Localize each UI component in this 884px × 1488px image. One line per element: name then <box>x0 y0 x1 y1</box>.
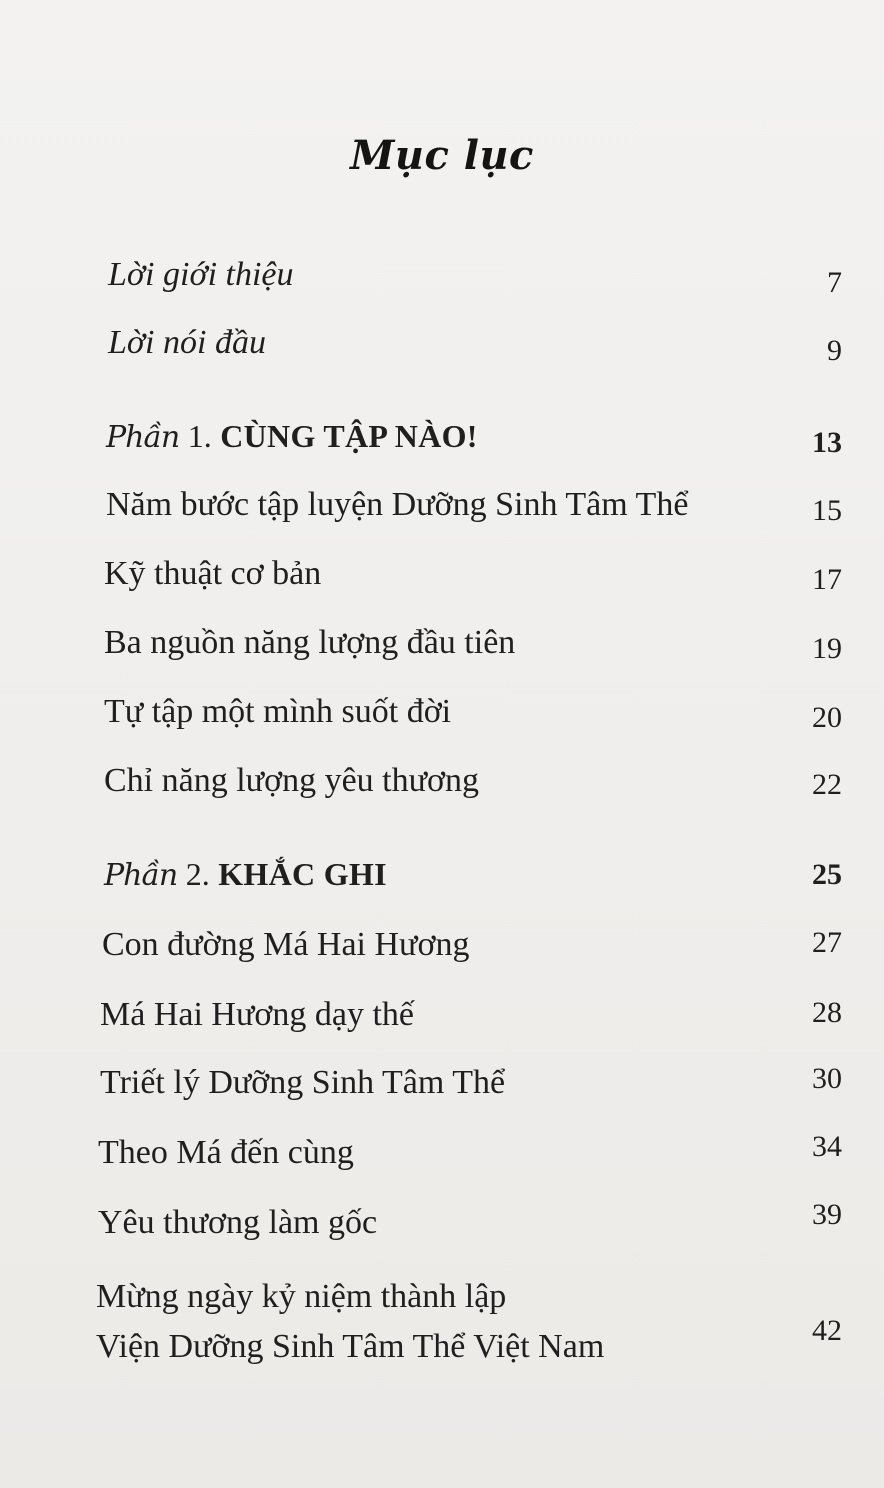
toc-entry <box>0 1064 884 1114</box>
part-number: 1. <box>187 418 212 454</box>
toc-entry-page: 7 <box>827 266 842 299</box>
toc-entry <box>0 1130 884 1184</box>
part-page: 13 <box>812 426 842 459</box>
toc-entry <box>0 624 884 674</box>
toc-entry-label: Kỹ thuật cơ bản <box>104 555 322 592</box>
toc-entry <box>0 1198 884 1254</box>
toc-entry-page: 22 <box>812 768 842 801</box>
toc-entry-multiline <box>96 1272 604 1372</box>
toc-entry-page: 30 <box>812 1062 842 1095</box>
toc-entry-intro <box>0 256 884 306</box>
toc-entry <box>0 693 884 743</box>
toc-title: Mục lục <box>350 132 534 179</box>
toc-entry-label: Lời giới thiệu <box>108 256 294 293</box>
part-title: KHẮC GHI <box>218 856 387 892</box>
toc-entry-label: Năm bước tập luyện Dưỡng Sinh Tâm Thể <box>106 486 689 523</box>
toc-entry-page: 28 <box>812 996 842 1029</box>
toc-entry-label-line1: Mừng ngày kỷ niệm thành lập <box>96 1278 507 1315</box>
part-heading-2 <box>0 856 884 906</box>
toc-entry <box>0 996 884 1046</box>
toc-entry-page: 39 <box>812 1198 842 1231</box>
toc-entry-label: Ba nguồn năng lượng đầu tiên <box>104 624 516 661</box>
toc-entry-label: Lời nói đầu <box>108 324 266 361</box>
toc-entry-preface <box>0 324 884 374</box>
part-word: Phần <box>104 858 178 893</box>
toc-entry-label: Theo Má đến cùng <box>98 1134 354 1171</box>
toc-entry-page: 17 <box>812 563 842 596</box>
toc-entry-page: 20 <box>812 701 842 734</box>
part-word: Phần <box>106 420 180 455</box>
part-heading-label <box>106 418 478 456</box>
toc-entry-page: 42 <box>812 1314 842 1347</box>
toc-entry-page: 34 <box>812 1130 842 1163</box>
toc-entry-label: Tự tập một mình suốt đời <box>104 693 452 730</box>
part-title: CÙNG TẬP NÀO! <box>220 418 478 454</box>
toc-entry-label-line2: Viện Dưỡng Sinh Tâm Thể Việt Nam <box>96 1328 605 1365</box>
toc-entry-page: 27 <box>812 926 842 959</box>
toc-entry <box>0 762 884 812</box>
toc-entry-label: Triết lý Dưỡng Sinh Tâm Thể <box>100 1064 506 1101</box>
part-page: 25 <box>812 858 842 891</box>
part-heading-label <box>104 856 387 894</box>
toc-entry <box>0 926 884 976</box>
part-heading-1 <box>0 418 884 468</box>
toc-entry-page: 9 <box>827 334 842 367</box>
toc-entry <box>0 486 884 536</box>
toc-entry-page: 15 <box>812 494 842 527</box>
part-number: 2. <box>185 856 210 892</box>
toc-entry <box>0 555 884 605</box>
toc-entry-label: Chỉ năng lượng yêu thương <box>104 762 480 799</box>
toc-entry-label: Má Hai Hương dạy thế <box>100 996 415 1033</box>
toc-entry-label: Con đường Má Hai Hương <box>102 926 470 963</box>
toc-entry-page: 19 <box>812 632 842 665</box>
toc-entry-label: Yêu thương làm gốc <box>98 1204 378 1241</box>
